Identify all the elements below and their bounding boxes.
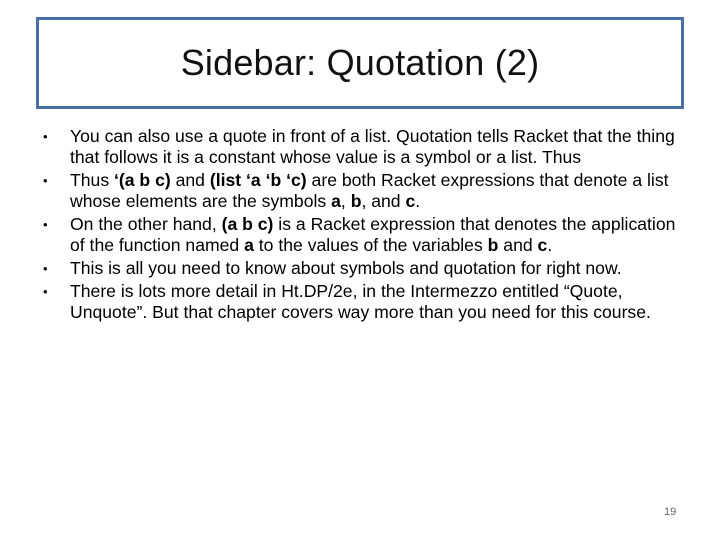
bullet-code-text: ‘(a b c) xyxy=(114,170,171,190)
bullet-item xyxy=(40,258,680,279)
bullet-text: There is lots more detail in Ht.DP/2e, in the Intermezzo entitled “Quote, Unquote”. But that chapter covers way more than you need for this course. xyxy=(70,281,651,322)
bullet-text: , xyxy=(340,191,351,211)
bullet-item xyxy=(40,126,680,168)
bullet-text: Thus xyxy=(70,170,115,190)
bullet-item xyxy=(40,214,680,256)
bullet-item xyxy=(40,170,680,212)
bullet-text: to the values of the variables xyxy=(253,235,488,255)
bullet-text: and xyxy=(498,235,538,255)
bullet-code-text: c xyxy=(405,191,416,211)
bullet-code-text: a xyxy=(244,235,254,255)
bullet-code-text: c xyxy=(537,235,548,255)
bullet-code-text: a xyxy=(331,191,341,211)
bullet-marker: • xyxy=(43,261,48,276)
bullet-text: and xyxy=(170,170,210,190)
bullet-marker: • xyxy=(43,173,48,188)
bullet-text: , and xyxy=(361,191,406,211)
bullet-marker: • xyxy=(43,129,48,144)
bullet-code-text: (list ‘a ‘b ‘c) xyxy=(209,170,307,190)
slide-title: Sidebar: Quotation (2) xyxy=(180,42,540,83)
bullet-marker: • xyxy=(43,284,48,299)
bullet-text: . xyxy=(547,235,553,255)
bullet-marker: • xyxy=(43,217,48,232)
bullet-code-text: b xyxy=(487,235,499,255)
bullet-text: is a Racket expression that denotes the application of the function named xyxy=(70,214,676,255)
bullet-text: . xyxy=(415,191,421,211)
bullet-list xyxy=(40,126,680,325)
bullet-text: are both Racket expressions that denote a list whose elements are the symbols xyxy=(70,170,669,211)
bullet-text: This is all you need to know about symbols and quotation for right now. xyxy=(70,258,622,278)
bullet-code-text: (a b c) xyxy=(221,214,274,234)
bullet-item xyxy=(40,281,680,323)
page-number: 19 xyxy=(664,506,677,518)
bullet-text: On the other hand, xyxy=(70,214,222,234)
bullet-text: You can also use a quote in front of a list. Quotation tells Racket that the thing that follows it is a constant whose value is a symbol or a list. Thus xyxy=(70,126,675,167)
bullet-code-text: b xyxy=(350,191,362,211)
title-box xyxy=(36,17,684,109)
